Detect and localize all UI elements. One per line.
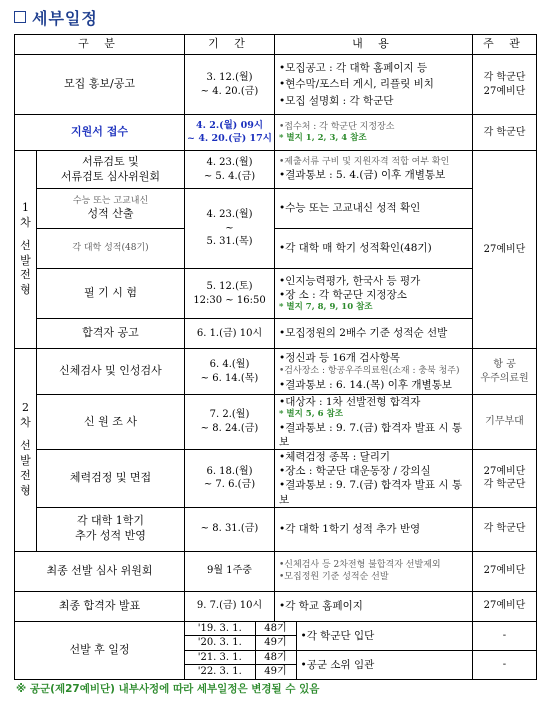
table-row [15,269,537,319]
row-label: 체력검정 및 면접 [37,449,185,507]
header-category: 구 분 [15,35,185,55]
row-label: 신체검사 및 인성검사 [37,349,185,395]
row-organizer: 27예비단 각 학군단 [473,449,537,507]
row-content: •수능 또는 고교내신 성적 확인 [275,189,473,229]
post-selection-schedule [185,621,473,679]
year-date: '20. 3. 1. [185,636,255,651]
table-row [15,449,537,507]
row-label: 필 기 시 험 [37,269,185,319]
row-label: 지원서 접수 [15,115,185,151]
table-row [15,349,537,395]
row-content: •각 대학 1학기 성적 추가 반영 [275,507,473,551]
table-row [15,55,537,115]
table-row [15,507,537,551]
row-organizer: - - [473,621,537,679]
row-content: •접수처 : 각 학군단 지정장소 * 별지 1, 2, 3, 4 참조 [275,115,473,151]
row-content: •모집공고 : 각 대학 홈페이지 등 •현수막/포스터 게시, 리플릿 비치 •모집 설명회 : 각 학군단 [275,55,473,115]
row-period: 6. 4.(월) ~ 6. 14.(목) [185,349,275,395]
checkbox-square-icon [14,11,26,23]
table-row [15,319,537,349]
row-label: 서류검토 및 서류검토 심사위원회 [37,151,185,189]
row-content: •공군 소위 임관 [300,658,375,671]
table-row [15,229,537,269]
row-content: •대상자 : 1차 선발전형 합격자 * 별지 5, 6 참조 •결과통보 : 9. 7.(금) 합격자 발표 시 통보 [275,395,473,450]
row-label: 최종 합격자 발표 [15,591,185,621]
header-period: 기 간 [185,35,275,55]
row-content: •체력검정 종목 : 달리기 •장소 : 학군단 대운동장 / 강의실 •결과통보 : 9. 7.(금) 합격자 발표 시 통보 [275,449,473,507]
row-period: 4. 23.(월) ~ 5. 4.(금) [185,151,275,189]
row-period: 7. 2.(월) ~ 8. 24.(금) [185,395,275,450]
year-date: '21. 3. 1. [185,650,255,665]
row-period: 4. 23.(월) ~ 5. 31.(목) [185,189,275,269]
row-content: •신체검사 등 2차전형 불합격자 선발제외 •모집정원 기준 성적순 선발 [275,551,473,591]
year-gi: 48기 [255,622,296,636]
row-label: 모집 홍보/공고 [15,55,185,115]
row-organizer: 항 공 우주의료원 [473,349,537,395]
row-period: ~ 8. 31.(금) [185,507,275,551]
year-gi: 49기 [255,665,296,679]
year-date: '19. 3. 1. [185,622,255,636]
row-organizer: 27예비단 [473,551,537,591]
row-content: •제출서류 구비 및 지원자격 적합 여부 확인 •결과통보 : 5. 4.(금) 이후 개별통보 [275,151,473,189]
row-label: 수능 또는 고교내신 성적 산출 [37,189,185,229]
row-content: •인지능력평가, 한국사 등 평가 •장 소 : 각 학군단 지정장소 * 별지 7, 8, 9, 10 참조 [275,269,473,319]
stage2-label: 2 차 선 발 전 형 [15,349,37,552]
row-period: 4. 2.(월) 09시 ~ 4. 20.(금) 17시 [185,115,275,151]
stage1-label: 1 차 선 발 전 형 [15,151,37,349]
row-organizer: 각 학군단 27예비단 [473,55,537,115]
year-gi: 48기 [255,650,296,665]
footnote: ※ 공군(제27예비단) 내부사정에 따라 세부일정은 변경될 수 있음 [16,683,320,695]
row-label: 신 원 조 사 [37,395,185,450]
table-row [15,115,537,151]
row-label: 합격자 공고 [37,319,185,349]
row-label: 각 대학 1학기 추가 성적 반영 [37,507,185,551]
row-period: 3. 12.(월) ~ 4. 20.(금) [185,55,275,115]
table-row [15,551,537,591]
header-content: 내 용 [275,35,473,55]
table-row [15,621,537,679]
section-heading: 세부일정 [32,8,98,28]
row-period: 9. 7.(금) 10시 [185,591,275,621]
row-organizer: 각 학군단 [473,115,537,151]
row-label: 선발 후 일정 [15,621,185,679]
row-period: 5. 12.(토) 12:30 ~ 16:50 [185,269,275,319]
table-header [15,35,537,55]
table-row [15,395,537,450]
stage1-organizer: 27예비단 [473,151,537,349]
table-row [15,591,537,621]
header-organizer: 주 관 [473,35,537,55]
row-organizer: 27예비단 [473,591,537,621]
table-row [15,151,537,189]
schedule-table [14,34,537,680]
section-title [14,6,98,28]
year-date: '22. 3. 1. [185,665,255,679]
row-label: 최종 선발 심사 위원회 [15,551,185,591]
row-content: •각 대학 매 학기 성적확인(48기) [275,229,473,269]
row-content: •각 학교 홈페이지 [275,591,473,621]
year-gi: 49기 [255,636,296,651]
row-period: 6. 1.(금) 10시 [185,319,275,349]
row-content: •각 학군단 입단 [296,622,472,651]
table-row [15,189,537,229]
row-organizer: 각 학군단 [473,507,537,551]
row-organizer: 기무부대 [473,395,537,450]
row-period: 9월 1주중 [185,551,275,591]
row-label: 각 대학 성적(48기) [37,229,185,269]
row-content: •정신과 등 16개 검사항목 •검사장소 : 항공우주의료원(소재 : 충북 청주) •결과통보 : 6. 14.(목) 이후 개별통보 [275,349,473,395]
row-content: •모집정원의 2배수 기준 성적순 선발 [275,319,473,349]
row-period: 6. 18.(월) ~ 7. 6.(금) [185,449,275,507]
